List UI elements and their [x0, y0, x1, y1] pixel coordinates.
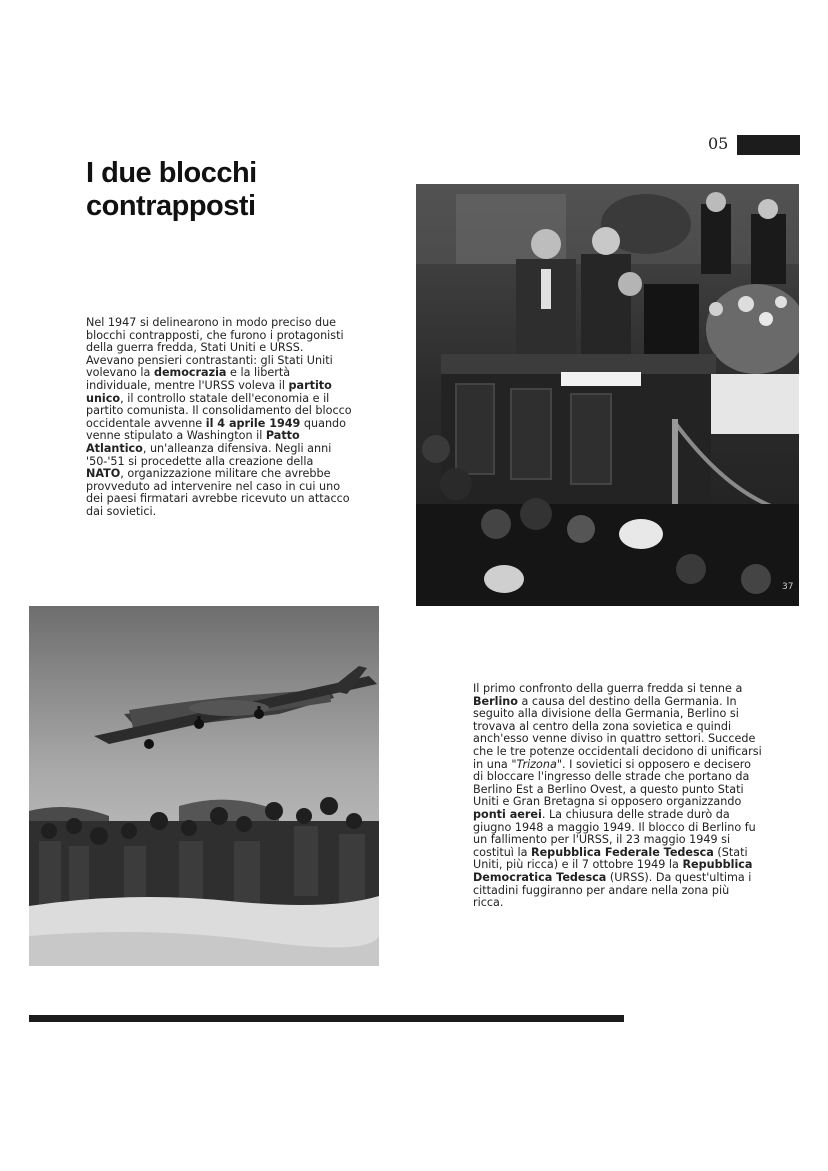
text-run: Nel 1947 si delinearono in modo preciso due blocchi contrapposti, che furono i protagonisti della guerra fredda, Stati Uniti e URSS. Avevano pensieri contrastanti: gli Stati Uniti volevano la	[86, 316, 344, 380]
text-run: e la libertà individuale, mentre l'URSS voleva il	[86, 366, 291, 392]
page-title: I due blocchi contrapposti	[86, 157, 257, 222]
page-number-bar	[737, 135, 800, 155]
text-run: ". I sovietici si opposero e decisero di bloccare l'ingresso delle strade che portano da Berlino Est a Berlino Ovest, a questo punto Stati Uniti e Gran Bretagna si opposero organizzando	[473, 757, 751, 809]
paragraph-patto-atlantico	[86, 317, 354, 519]
text-run: (Stati Uniti, più ricca) e il 7 ottobre 1949 la	[473, 845, 748, 872]
bold-term: Patto Atlantico	[86, 429, 300, 455]
text-run: , organizzazione militare che avrebbe provveduto ad intervenire nel caso in cui uno dei paesi firmatari avrebbe ricevuto un attacco dai sovietici.	[86, 467, 350, 518]
text-run: . La chiusura delle strade durò da giugno 1948 a maggio 1949. Il blocco di Berlino fu un fallimento per l'URSS, il 23 maggio 1949 si costituì la	[473, 807, 756, 859]
text-run: (URSS). Da quest'ultima i cittadini fuggiranno per andare nella zona più ricca.	[473, 870, 752, 910]
bold-term: Repubblica Democratica Tedesca	[473, 858, 753, 884]
bold-term: il 4 aprile 1949	[205, 416, 301, 430]
bold-term: partito unico	[86, 378, 332, 405]
paragraph-2-body	[473, 683, 763, 910]
bold-term: ponti aerei	[473, 807, 542, 821]
text-run: , il controllo statale dell'economia e il partito comunista. Il consolidamento del blocco occidentale avvenne	[86, 391, 352, 430]
bold-term: NATO	[86, 467, 121, 481]
photo-berlin-airlift	[29, 606, 379, 966]
bold-term: Berlino	[473, 694, 518, 708]
italic-term: Trizona	[516, 757, 557, 771]
bold-term: democrazia	[153, 366, 227, 380]
paragraph-1-body	[86, 317, 354, 519]
photo-patto-atlantico-signing	[416, 184, 799, 606]
text-run: Il primo confronto della guerra fredda si tenne a	[473, 682, 743, 695]
text-run: quando venne stipulato a Washington il	[86, 416, 346, 443]
bold-term: Repubblica Federale Tedesca	[530, 845, 714, 859]
text-run: , un'alleanza difensiva. Negli anni '50-'51 si procedette alla creazione della	[86, 441, 332, 468]
bottom-divider	[29, 1015, 624, 1022]
paragraph-berlino	[473, 683, 763, 910]
photo-number: 37	[782, 582, 794, 592]
text-run: a causa del destino della Germania. In seguito alla divisione della Germania, Berlino si trovava al centro della zona sovietica e quindi anch'esso venne diviso in quattro settori. Succede che le tre potenze occidentali decidono di unificarsi in una "	[473, 694, 762, 771]
page-number: 05	[708, 134, 729, 153]
